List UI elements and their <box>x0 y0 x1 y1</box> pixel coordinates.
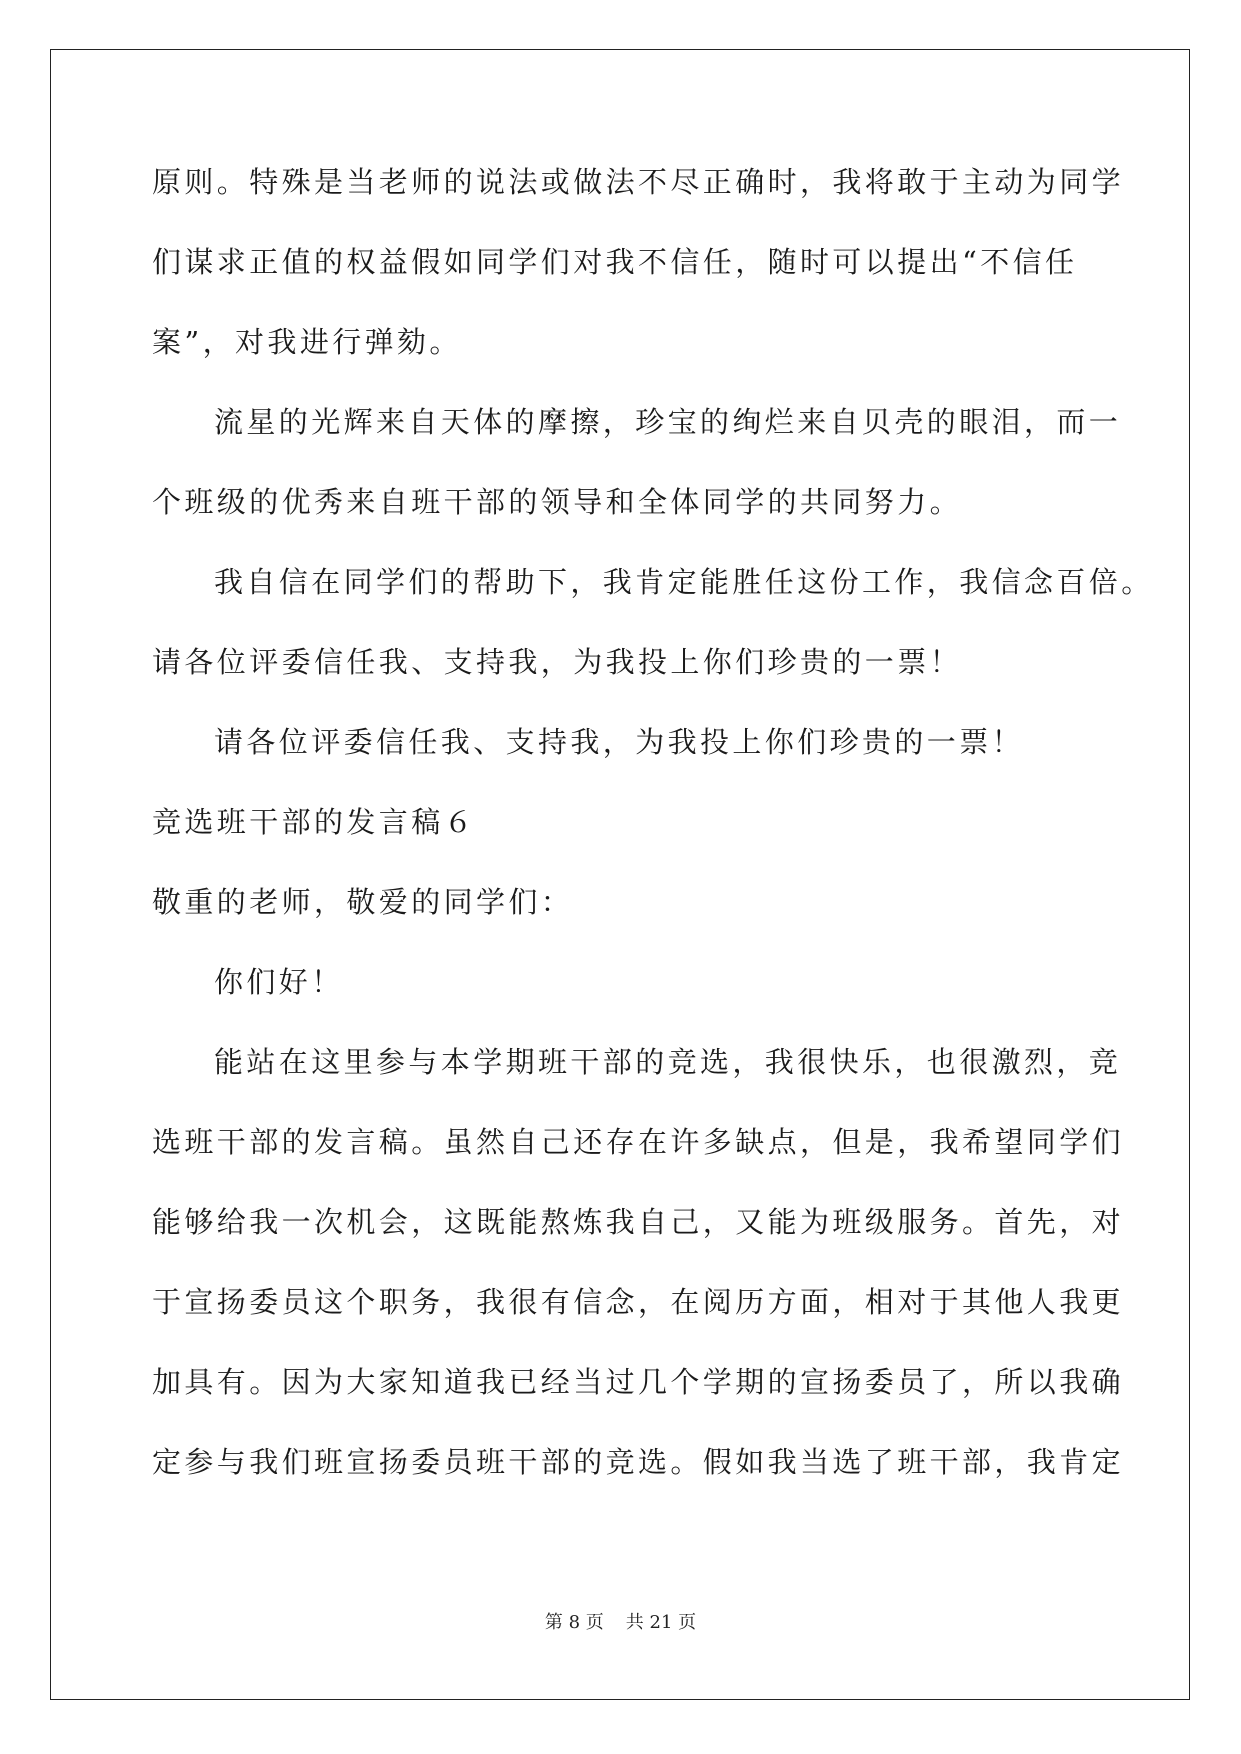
page-footer <box>0 1612 1241 1634</box>
current-page-number: 第 8 页 <box>544 1612 604 1633</box>
text-line: 案”，对我进行弹劾。 <box>152 325 462 359</box>
text-line: 能够给我一次机会，这既能熬炼我自己，又能为班级服务。首先，对 <box>152 1205 1125 1239</box>
text-line: 定参与我们班宣扬委员班干部的竞选。假如我当选了班干部，我肯定 <box>152 1445 1125 1479</box>
text-line: 请各位评委信任我、支持我，为我投上你们珍贵的一票！ <box>152 645 963 679</box>
text-line: 个班级的优秀来自班干部的领导和全体同学的共同努力。 <box>152 485 963 519</box>
text-line: 于宣扬委员这个职务，我很有信念，在阅历方面，相对于其他人我更 <box>152 1285 1125 1319</box>
salutation: 敬重的老师，敬爱的同学们： <box>152 885 574 919</box>
greeting: 你们好！ <box>214 965 344 999</box>
section-heading: 竞选班干部的发言稿６ <box>152 805 477 839</box>
text-line: 加具有。因为大家知道我已经当过几个学期的宣扬委员了，所以我确 <box>152 1365 1125 1399</box>
text-line: 选班干部的发言稿。虽然自己还存在许多缺点，但是，我希望同学们 <box>152 1125 1125 1159</box>
text-line: 们谋求正值的权益假如同学们对我不信任，随时可以提出“不信任 <box>152 245 1078 279</box>
paragraph-first-line: 流星的光辉来自天体的摩擦，珍宝的绚烂来自贝壳的眼泪，而一 <box>214 405 1122 439</box>
total-page-count: 共 21 页 <box>625 1612 697 1633</box>
text-line: 原则。特殊是当老师的说法或做法不尽正确时，我将敢于主动为同学 <box>152 165 1125 199</box>
paragraph-first-line: 能站在这里参与本学期班干部的竞选，我很快乐，也很激烈，竞 <box>214 1045 1122 1079</box>
paragraph-first-line: 请各位评委信任我、支持我，为我投上你们珍贵的一票！ <box>214 725 1025 759</box>
paragraph-first-line: 我自信在同学们的帮助下，我肯定能胜任这份工作，我信念百倍。 <box>214 565 1154 599</box>
